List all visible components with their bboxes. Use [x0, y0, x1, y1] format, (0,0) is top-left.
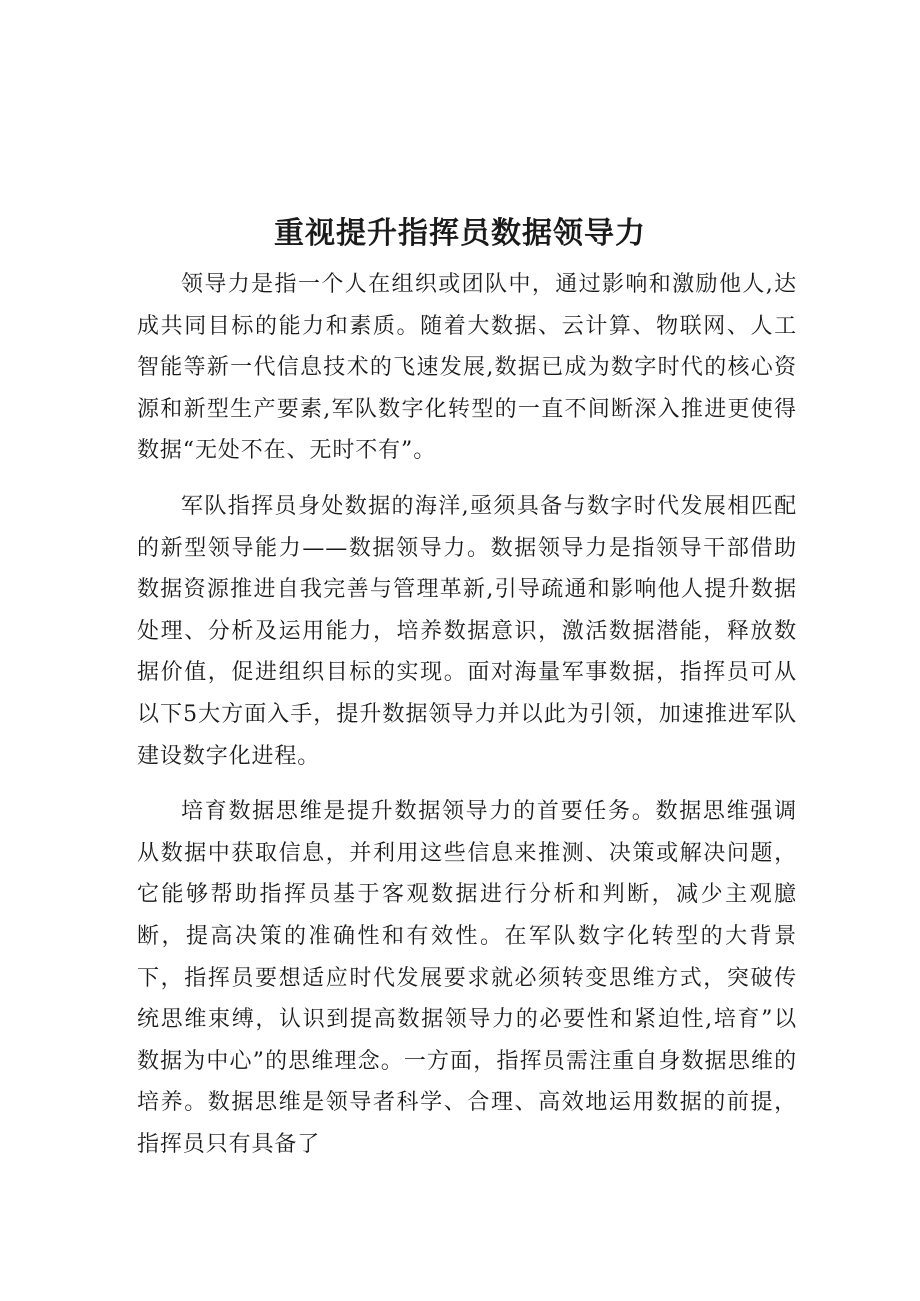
paragraph-3: 培育数据思维是提升数据领导力的首要任务。数据思维强调从数据中获取信息，并利用这些信息来推测、决策或解决问题，它能够帮助指挥员基于客观数据进行分析和判断，减少主观臆断，提高决策的准确性和有效性。在军队数字化转型的大背景下，指挥员要想适应时代发展要求就必须转变思维方式，突破传统思维束缚，认识到提高数据领导力的必要性和紧迫性,培育”以数据为中心”的思维理念。一方面，指挥员需注重自身数据思维的培养。数据思维是领导者科学、合理、高效地运用数据的前提，指挥员只有具备了	[137, 799, 797, 1157]
paragraph-2: 军队指挥员身处数据的海洋,亟须具备与数字时代发展相匹配的新型领导能力——数据领导力。数据领导力是指领导干部借助数据资源推进自我完善与管理革新,引导疏通和影响他人提升数据处理、分析及运用能力，培养数据意识，激活数据潜能，释放数据价值，促进组织目标的实现。面对海量军事数据，指挥员可从以下5大方面入手，提升数据领导力并以此为引领，加速推进军队建设数字化进程。	[137, 493, 797, 769]
paragraph-1: 领导力是指一个人在组织或团队中，通过影响和激励他人,达成共同目标的能力和素质。随着大数据、云计算、物联网、人工智能等新一代信息技术的飞速发展,数据已成为数字时代的核心资源和新型生产要素,军队数字化转型的一直不间断深入推进更使得数据“无处不在、无时不有”。	[137, 272, 797, 464]
document-title: 重视提升指挥员数据领导力	[274, 216, 646, 251]
document-body	[137, 264, 797, 1179]
